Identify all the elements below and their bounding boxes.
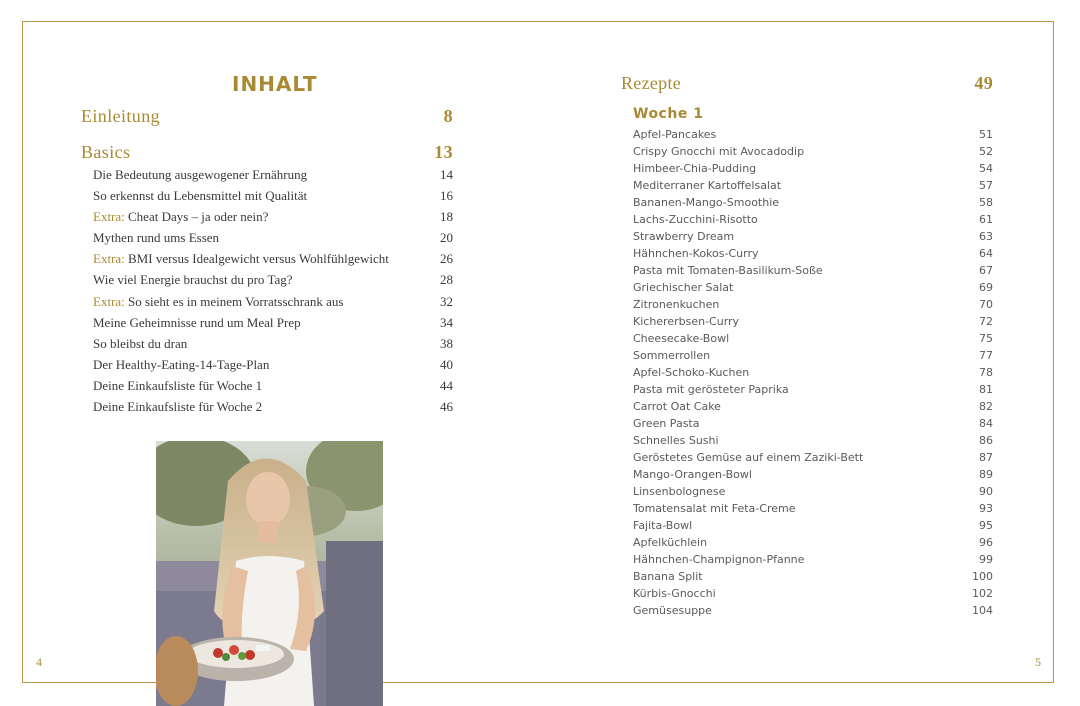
toc-heading: INHALT <box>232 72 318 96</box>
toc-entry-label <box>93 227 219 248</box>
toc-entry-title: Die Bedeutung ausgewogener Ernährung <box>93 167 308 182</box>
recipe-page: 99 <box>979 553 993 566</box>
recipe-entry[interactable] <box>633 160 993 177</box>
toc-entry-label <box>93 354 269 375</box>
recipe-entry[interactable] <box>633 432 993 449</box>
section-rezepte[interactable] <box>621 73 993 94</box>
toc-entry-label <box>93 269 293 290</box>
recipe-entry[interactable] <box>633 585 993 602</box>
toc-entry-title: So sieht es in meinem Vorratsschrank aus <box>124 293 344 309</box>
recipe-page: 78 <box>979 366 993 379</box>
recipe-page: 86 <box>979 434 993 447</box>
extra-label: Extra: <box>93 293 125 309</box>
section-title: Basics <box>81 142 131 162</box>
toc-entry-page: 44 <box>440 377 453 393</box>
section-page: 8 <box>443 106 453 126</box>
recipe-page: 93 <box>979 502 993 515</box>
toc-entry-title: Der Healthy-Eating-14-Tage-Plan <box>93 356 270 372</box>
recipe-entry[interactable] <box>633 517 993 534</box>
recipe-entry[interactable] <box>633 381 993 398</box>
toc-entry-label <box>93 248 389 269</box>
recipe-entry[interactable] <box>633 296 993 313</box>
toc-entry-label <box>93 291 343 312</box>
basics-entry-list <box>93 164 453 417</box>
toc-entry-label <box>93 206 268 227</box>
toc-entry-page: 46 <box>440 399 453 415</box>
recipe-title: Crispy Gnocchi mit Avocadodip <box>633 145 805 158</box>
toc-entry-title: BMI versus Idealgewicht versus Wohlfühlgewicht <box>124 251 389 267</box>
recipe-title: Banana Split <box>633 570 703 583</box>
recipe-entry[interactable] <box>633 126 993 143</box>
recipe-page: 84 <box>979 417 993 430</box>
recipe-page: 63 <box>979 230 993 243</box>
toc-entry[interactable] <box>93 354 453 375</box>
recipe-page: 102 <box>972 587 993 600</box>
recipe-title: Fajita-Bowl <box>633 519 693 532</box>
recipe-entry[interactable] <box>633 228 993 245</box>
recipe-page: 69 <box>979 281 993 294</box>
recipe-page: 89 <box>979 468 993 481</box>
recipe-title: Linsenbolognese <box>633 485 726 498</box>
toc-entry-label <box>93 312 301 333</box>
recipe-entry[interactable] <box>633 347 993 364</box>
recipe-entry[interactable] <box>633 466 993 483</box>
author-photo <box>156 441 383 706</box>
toc-entry[interactable] <box>93 248 453 269</box>
recipe-title: Hähnchen-Champignon-Pfanne <box>633 553 805 566</box>
toc-entry[interactable] <box>93 227 453 248</box>
recipe-entry[interactable] <box>633 398 993 415</box>
recipe-title: Kürbis-Gnocchi <box>633 587 716 600</box>
recipe-page: 57 <box>979 179 993 192</box>
recipe-title: Bananen-Mango-Smoothie <box>633 196 780 209</box>
recipe-entry[interactable] <box>633 483 993 500</box>
recipe-title: Mango-Orangen-Bowl <box>633 468 752 481</box>
toc-entry[interactable] <box>93 185 453 206</box>
page-number-left: 4 <box>36 655 42 669</box>
recipe-title: Carrot Oat Cake <box>633 400 721 413</box>
recipe-entry[interactable] <box>633 313 993 330</box>
toc-entry-title: Deine Einkaufsliste für Woche 1 <box>93 377 263 393</box>
recipe-page: 96 <box>979 536 993 549</box>
recipe-title: Apfelküchlein <box>633 536 708 549</box>
toc-entry-label <box>93 396 262 417</box>
recipe-title: Geröstetes Gemüse auf einem Zaziki-Bett <box>633 451 864 464</box>
recipe-entry[interactable] <box>633 330 993 347</box>
toc-entry[interactable] <box>93 269 453 290</box>
toc-entry-title: Wie viel Energie brauchst du pro Tag? <box>93 272 293 288</box>
recipe-page: 72 <box>979 315 993 328</box>
toc-entry-title: So bleibst du dran <box>93 335 188 351</box>
section-einleitung[interactable] <box>81 106 453 127</box>
recipe-entry[interactable] <box>633 500 993 517</box>
toc-entry-page: 40 <box>440 356 453 372</box>
toc-entry-page: 26 <box>440 251 453 267</box>
recipe-title: Tomatensalat mit Feta-Creme <box>633 502 796 515</box>
toc-entry-page: 14 <box>440 167 453 182</box>
toc-entry[interactable] <box>93 333 453 354</box>
week-heading: Woche 1 <box>633 106 704 122</box>
section-basics[interactable] <box>81 142 453 163</box>
extra-label: Extra: <box>93 251 125 267</box>
recipe-title: Lachs-Zucchini-Risotto <box>633 213 758 226</box>
recipe-page: 77 <box>979 349 993 362</box>
toc-entry-title: Meine Geheimnisse rund um Meal Prep <box>93 314 301 330</box>
recipe-title: Green Pasta <box>633 417 700 430</box>
recipe-entry[interactable] <box>633 194 993 211</box>
toc-entry[interactable] <box>93 375 453 396</box>
recipe-page: 64 <box>979 247 993 260</box>
recipe-page: 58 <box>979 196 993 209</box>
recipe-title: Griechischer Salat <box>633 281 734 294</box>
toc-entry-page: 32 <box>440 293 453 309</box>
toc-entry-label <box>93 333 187 354</box>
recipe-title: Gemüsesuppe <box>633 604 712 617</box>
recipe-title: Himbeer-Chia-Pudding <box>633 162 757 175</box>
recipe-entry[interactable] <box>633 602 993 619</box>
toc-entry-label <box>93 164 307 185</box>
recipe-page: 52 <box>979 145 993 158</box>
recipe-title: Apfel-Schoko-Kuchen <box>633 366 750 379</box>
toc-entry[interactable] <box>93 312 453 333</box>
recipe-title: Strawberry Dream <box>633 230 735 243</box>
recipe-title: Schnelles Sushi <box>633 434 719 447</box>
recipe-entry[interactable] <box>633 279 993 296</box>
toc-entry[interactable] <box>93 396 453 417</box>
toc-entry-title: Deine Einkaufsliste für Woche 2 <box>93 399 263 415</box>
recipe-title: Mediterraner Kartoffelsalat <box>633 179 782 192</box>
recipe-page: 67 <box>979 264 993 277</box>
page-number-right: 5 <box>1035 655 1041 669</box>
recipe-page: 82 <box>979 400 993 413</box>
section-title: Einleitung <box>81 106 160 126</box>
toc-entry-page: 28 <box>440 272 453 288</box>
recipe-page: 95 <box>979 519 993 532</box>
section-page: 49 <box>974 73 993 93</box>
toc-entry-label <box>93 185 307 206</box>
recipe-entry[interactable] <box>633 143 993 160</box>
recipe-page: 75 <box>979 332 993 345</box>
extra-label: Extra: <box>93 209 125 225</box>
section-title: Rezepte <box>621 73 682 93</box>
recipe-entry[interactable] <box>633 177 993 194</box>
recipe-title: Apfel-Pancakes <box>633 128 717 141</box>
recipe-list <box>633 126 993 619</box>
recipe-entry[interactable] <box>633 415 993 432</box>
toc-entry-label <box>93 375 262 396</box>
recipe-entry[interactable] <box>633 551 993 568</box>
toc-entry[interactable] <box>93 206 453 227</box>
recipe-page: 81 <box>979 383 993 396</box>
toc-entry[interactable] <box>93 164 453 185</box>
recipe-page: 104 <box>972 604 993 617</box>
recipe-entry[interactable] <box>633 534 993 551</box>
toc-entry-page: 20 <box>440 230 453 246</box>
toc-entry-page: 34 <box>440 314 453 330</box>
recipe-title: Cheesecake-Bowl <box>633 332 730 345</box>
toc-entry-page: 38 <box>440 335 453 351</box>
recipe-entry[interactable] <box>633 449 993 466</box>
recipe-entry[interactable] <box>633 245 993 262</box>
recipe-title: Hähnchen-Kokos-Curry <box>633 247 759 260</box>
recipe-page: 100 <box>972 570 993 583</box>
recipe-page: 54 <box>979 162 993 175</box>
toc-entry[interactable] <box>93 291 453 312</box>
recipe-title: Pasta mit Tomaten-Basilikum-Soße <box>633 264 823 277</box>
recipe-title: Sommerrollen <box>633 349 711 362</box>
recipe-entry[interactable] <box>633 364 993 381</box>
recipe-page: 70 <box>979 298 993 311</box>
recipe-page: 90 <box>979 485 993 498</box>
recipe-entry[interactable] <box>633 568 993 585</box>
toc-entry-title: Cheat Days – ja oder nein? <box>124 209 269 225</box>
recipe-page: 51 <box>979 128 993 141</box>
section-page: 13 <box>434 142 453 162</box>
recipe-entry[interactable] <box>633 211 993 228</box>
toc-entry-title: Mythen rund ums Essen <box>93 230 220 246</box>
toc-entry-page: 18 <box>440 209 453 225</box>
recipe-page: 87 <box>979 451 993 464</box>
recipe-title: Pasta mit gerösteter Paprika <box>633 383 789 396</box>
toc-entry-title: So erkennst du Lebensmittel mit Qualität <box>93 188 308 204</box>
recipe-title: Kichererbsen-Curry <box>633 315 740 328</box>
recipe-page: 61 <box>979 213 993 226</box>
recipe-title: Zitronenkuchen <box>633 298 720 311</box>
toc-entry-page: 16 <box>440 188 453 204</box>
recipe-entry[interactable] <box>633 262 993 279</box>
